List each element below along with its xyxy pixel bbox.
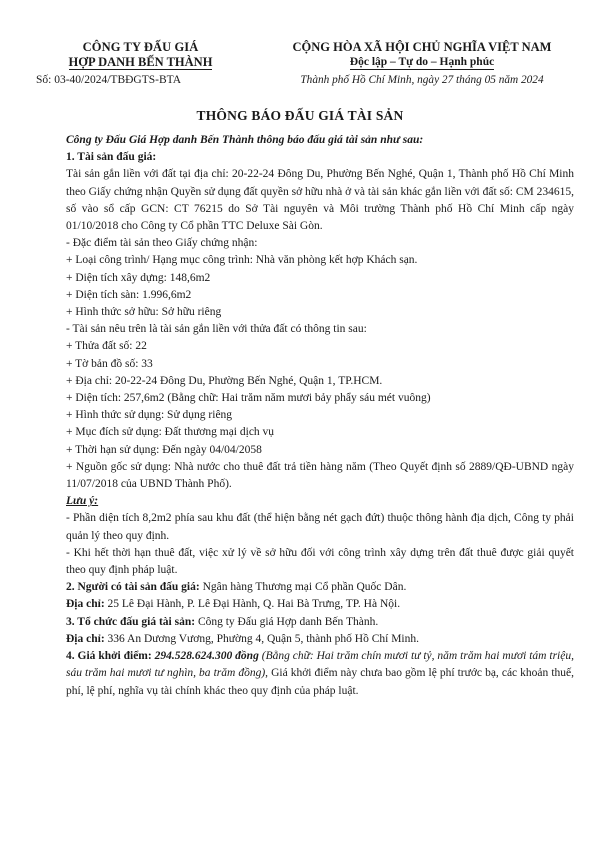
address-label: Địa chỉ: [66, 632, 105, 645]
section3 [66, 614, 574, 631]
nation-motto: Độc lập – Tự do – Hạnh phúc [349, 56, 495, 68]
land-item: + Mục đích sử dụng: Đất thương mại dịch vụ [66, 426, 275, 439]
land-origin: + Nguồn gốc sử dụng: Nhà nước cho thuê đất trả tiền hàng năm (Theo Quyết định số 2889/QĐ-UBND ngày 11/07/2018 của UBND Thành Phố). [66, 460, 574, 491]
features-heading: - Đặc điểm tài sản theo Giấy chứng nhận: [66, 237, 258, 250]
land-item: + Diện tích: 257,6m2 (Bằng chữ: Hai trăm năm mươi bảy phẩy sáu mét vuông) [66, 392, 431, 405]
document-body [66, 132, 574, 700]
starting-price: 294.528.624.300 đồng [151, 650, 259, 663]
section3-value: Công ty Đấu giá Hợp danh Bến Thành. [195, 615, 379, 628]
section1-paragraph: Tài sản gắn liền với đất tại địa chỉ: 20-22-24 Đông Du, Phường Bến Nghé, Quận 1, Thành phố Hồ Chí Minh theo Giấy chứng nhận Quyền sử dụng đất quyền sở hữu nhà ở và tài sản khác gắn liền với đất số: CM 234615, số vào sổ cấp GCN: CT 76215 do Sở Tài nguyên và Môi trường Thành phố Hồ Chí Minh cấp ngày 01/10/2018 cho Công ty Cổ phần TTC Deluxe Sài Gòn. [66, 168, 574, 233]
document-title: THÔNG BÁO ĐẤU GIÁ TÀI SẢN [196, 108, 404, 123]
section3-address [66, 631, 574, 648]
address-value: 25 Lê Đại Hành, P. Lê Đại Hành, Q. Hai Bà Trưng, TP. Hà Nội. [104, 598, 401, 611]
note-item: - Phần diện tích 8,2m2 phía sau khu đất (thể hiện bằng nét gạch đứt) thuộc thông hành địa dịch, Công ty phải quản lý theo quy định. [66, 512, 574, 542]
company-name-line2: HỢP DANH BẾN THÀNH [68, 55, 213, 69]
starting-price-note: , Giá khởi điểm này chưa bao gồm lệ phí trước bạ, các khoản thuế, phí, lệ phí, nghĩa vụ tài chính khác theo quy định của pháp luật. [66, 667, 574, 697]
land-heading: - Tài sản nêu trên là tài sản gắn liền với thửa đất có thông tin sau: [66, 323, 367, 336]
feature-item: + Diện tích sàn: 1.996,6m2 [66, 288, 192, 301]
section2-value: Ngân hàng Thương mại Cổ phần Quốc Dân. [199, 581, 407, 594]
intro-line: Công ty Đấu Giá Hợp danh Bến Thành thông báo đấu giá tài sản như sau: [66, 134, 424, 146]
company-name-line1: CÔNG TY ĐẤU GIÁ [82, 40, 199, 54]
address-value: 336 An Dương Vương, Phường 4, Quận 5, thành phố Hồ Chí Minh. [104, 632, 419, 645]
note-label: Lưu ý: [66, 495, 99, 508]
starting-price-words: (Bằng chữ: Hai trăm chín mươi tư tỷ, năm trăm hai mươi tám triệu, sáu trăm hai mươi tư nghìn, ba trăm đồng) [66, 650, 574, 680]
section4 [66, 648, 574, 700]
land-item: + Địa chỉ: 20-22-24 Đông Du, Phường Bến Nghé, Quận 1, TP.HCM. [66, 374, 383, 387]
company-header [28, 40, 253, 88]
national-header [262, 40, 582, 88]
section3-heading: 3. Tổ chức đấu giá tài sản: [66, 615, 196, 628]
land-item: + Thửa đất số: 22 [66, 340, 147, 353]
section1-heading: 1. Tài sản đấu giá: [66, 151, 157, 164]
section2-heading: 2. Người có tài sản đấu giá: [66, 581, 200, 594]
nation-name: CỘNG HÒA XÃ HỘI CHỦ NGHĨA VIỆT NAM [292, 40, 552, 54]
section2-address [66, 596, 574, 613]
feature-item: + Loại công trình/ Hạng mục công trình: Nhà văn phòng kết hợp Khách sạn. [66, 254, 418, 267]
feature-item: + Hình thức sở hữu: Sở hữu riêng [66, 306, 222, 319]
section4-heading: 4. Giá khởi điểm: [66, 650, 152, 663]
document-number: Số: 03-40/2024/TBĐGTS-BTA [36, 74, 182, 86]
land-item: + Hình thức sử dụng: Sử dụng riêng [66, 409, 233, 422]
feature-item: + Diện tích xây dựng: 148,6m2 [66, 271, 211, 284]
section2 [66, 579, 574, 596]
address-label: Địa chỉ: [66, 598, 105, 611]
land-item: + Thời hạn sử dụng: Đến ngày 04/04/2058 [66, 443, 262, 456]
land-item: + Tờ bản đồ số: 33 [66, 357, 153, 370]
document-date: Thành phố Hồ Chí Minh, ngày 27 tháng 05 năm 2024 [300, 74, 544, 86]
note-item: - Khi hết thời hạn thuê đất, việc xử lý về sở hữu đối với công trình xây dựng trên đất thuê được giải quyết theo quy định pháp luật. [66, 546, 574, 577]
